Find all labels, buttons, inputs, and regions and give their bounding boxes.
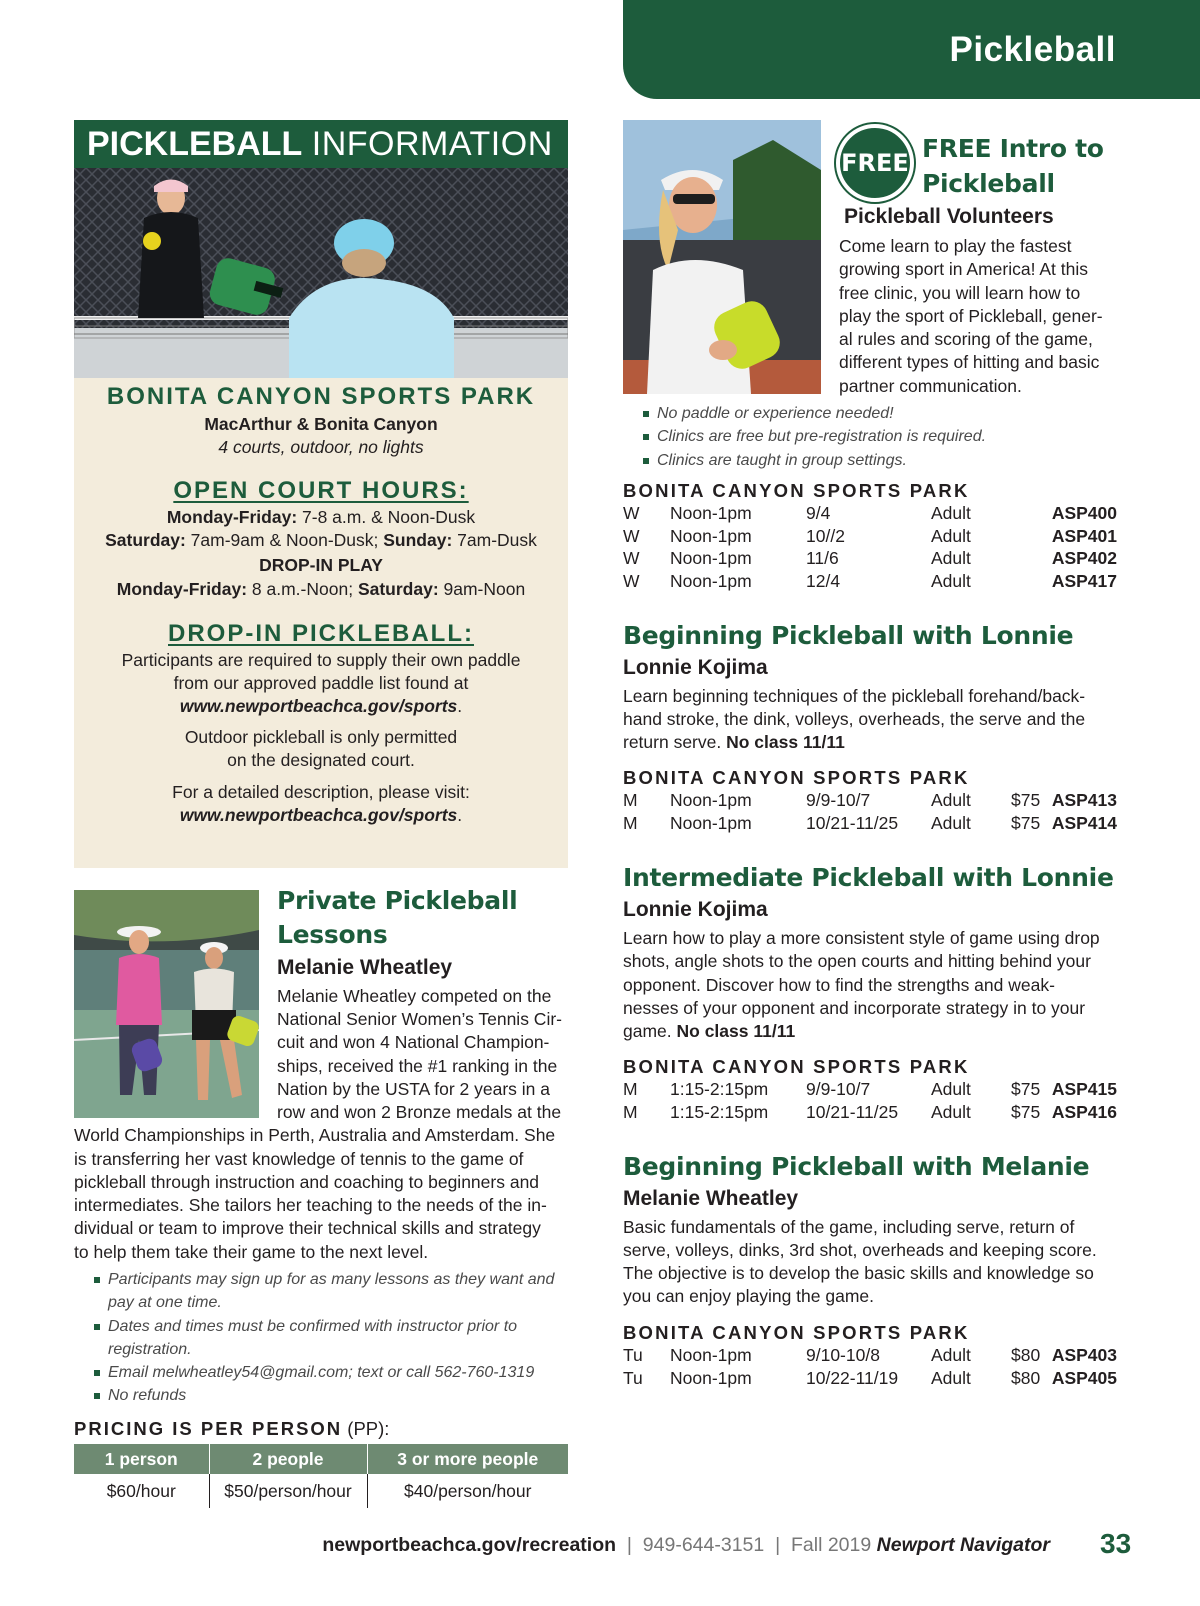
time: 1:15-2:15pm (670, 1079, 769, 1099)
intermediate-lonnie-text-line: opponent. Discover how to find the strengths and weak- (623, 975, 1055, 995)
free-intro-text-line: growing sport in America! At this (839, 259, 1088, 279)
courts-note: 4 courts, outdoor, no lights (218, 437, 424, 457)
table-row (623, 1345, 1117, 1368)
fee: $75 (1011, 812, 1041, 833)
pricing-label (74, 1418, 389, 1440)
dates: 10//2 (806, 525, 845, 546)
time: Noon-1pm (670, 503, 752, 523)
beginning-melanie-text-line: The objective is to develop the basic skills and knowledge so (623, 1263, 1094, 1283)
list-item: Clinics are taught in group settings. (641, 449, 986, 472)
dates: 10/22-11/19 (806, 1367, 899, 1388)
course-code: ASP402 (1051, 548, 1117, 568)
day: W (623, 570, 640, 591)
course-code: ASP413 (1051, 790, 1117, 810)
list-item: No refunds (92, 1384, 554, 1407)
private-notes-list (92, 1268, 554, 1408)
free-intro-text-line: Come learn to play the fastest (839, 236, 1072, 256)
pricing-value: $50/person/hour (209, 1474, 367, 1508)
free-intro-text-line: al rules and scoring of the game, (839, 329, 1093, 349)
pricing-label-rest: (PP): (342, 1418, 390, 1439)
age: Adult (931, 570, 971, 591)
table-row (623, 1102, 1117, 1125)
dropin-sat-label: Saturday: (357, 579, 439, 599)
dates: 9/9-10/7 (806, 790, 871, 810)
dates: 11/6 (806, 548, 839, 568)
private-text-line: dividual or team to improve their technical skills and strategy (74, 1218, 541, 1238)
day: W (623, 548, 640, 568)
footer-separator: | (775, 1534, 781, 1556)
time: 1:15-2:15pm (670, 1101, 769, 1122)
course-code: ASP414 (1051, 812, 1117, 833)
course-code: ASP417 (1051, 570, 1117, 591)
intermediate-lonnie-text-line: shots, angle shots to the open courts and hitting behind your (623, 951, 1091, 971)
day: Tu (623, 1367, 643, 1388)
private-lessons-title-line-1: Private Pickleball (277, 886, 518, 915)
beginning-melanie-title: Beginning Pickleball with Melanie (623, 1152, 1090, 1181)
age: Adult (931, 790, 971, 810)
private-text-line: pickleball through instruction and coaching to beginners and (74, 1172, 540, 1192)
fee: $80 (1011, 1367, 1041, 1388)
dates: 9/9-10/7 (806, 1079, 871, 1099)
hours-weekday (74, 506, 568, 528)
fee: $75 (1011, 1101, 1041, 1122)
no-class-note: No class 11/11 (676, 1021, 796, 1041)
intermediate-lonnie-title: Intermediate Pickleball with Lonnie (623, 863, 1114, 892)
hours-sun-value: 7am-Dusk (452, 530, 537, 550)
free-intro-text-line: different types of hitting and basic (839, 352, 1100, 372)
table-row (623, 790, 1117, 813)
private-text-line: ships, received the #1 ranking in the (277, 1056, 558, 1076)
dates: 10/21-11/25 (806, 1101, 899, 1122)
course-code: ASP415 (1051, 1079, 1117, 1099)
table-row (623, 1079, 1117, 1102)
park-address: MacArthur & Bonita Canyon (204, 414, 438, 434)
footer-separator: | (626, 1534, 632, 1556)
intermediate-lonnie-schedule (623, 1079, 1117, 1124)
time: Noon-1pm (670, 525, 752, 546)
detail-text: For a detailed description, please visit: (172, 782, 470, 802)
park-name: BONITA CANYON SPORTS PARK (106, 383, 536, 410)
footer-phone: 949-644-3151 (642, 1534, 765, 1556)
hours-sat-label: Saturday: (105, 530, 186, 550)
hours-sun-label: Sunday: (383, 530, 453, 550)
course-code: ASP405 (1051, 1367, 1117, 1388)
table-row (623, 548, 1117, 571)
no-class-note: No class 11/11 (726, 732, 845, 752)
private-text-line: Nation by the USTA for 2 years in a (277, 1079, 551, 1099)
footer-issue: Fall 2019 (791, 1534, 872, 1556)
age: Adult (931, 1079, 971, 1099)
pricing-header: 1 person (74, 1444, 209, 1474)
dropin-text-2: from our approved paddle list found at (173, 673, 469, 693)
dropin-url-link[interactable]: www.newportbeachca.gov/sports (179, 696, 458, 716)
free-intro-text-line: play the sport of Pickleball, gener- (839, 306, 1103, 326)
private-lessons-instructor: Melanie Wheatley (277, 956, 453, 979)
pickleball-players-photo (74, 168, 568, 378)
free-clinic-photo (623, 120, 821, 394)
table-row (623, 571, 1117, 594)
hours-weekend (74, 529, 568, 551)
pricing-value: $60/hour (106, 1480, 176, 1501)
period: . (457, 805, 463, 825)
table-row (623, 813, 1117, 836)
info-title (74, 120, 568, 168)
section-title: Pickleball (949, 30, 1116, 69)
hours-sat-value: 7am-9am & Noon-Dusk; (185, 530, 384, 550)
fee: $80 (1011, 1345, 1041, 1365)
intermediate-lonnie-instructor: Lonnie Kojima (623, 898, 768, 921)
course-code: ASP403 (1051, 1345, 1117, 1365)
pricing-label-bold: PRICING IS PER PERSON (74, 1418, 343, 1439)
free-intro-instructor: Pickleball Volunteers (844, 205, 1054, 228)
list-item-continued: pay at one time. (108, 1294, 222, 1312)
free-intro-schedule (623, 503, 1117, 593)
private-text-line: is transferring her vast knowledge of tennis to the game of (74, 1149, 524, 1169)
pricing-value: $40/person/hour (367, 1474, 568, 1508)
open-court-hours-heading: OPEN COURT HOURS: (173, 477, 469, 504)
beginning-lonnie-instructor: Lonnie Kojima (623, 656, 768, 679)
free-intro-text-line: free clinic, you will learn how to (839, 283, 1081, 303)
detail-url-line (74, 804, 568, 826)
time: Noon-1pm (670, 1345, 752, 1365)
free-badge: FREE (836, 124, 914, 202)
private-text-line: Melanie Wheatley competed on the (277, 986, 552, 1006)
period: . (457, 696, 463, 716)
list-item-continued: registration. (108, 1340, 192, 1358)
footer-publication: Newport Navigator (876, 1534, 1050, 1556)
table-row (74, 1474, 568, 1508)
beginning-lonnie-title: Beginning Pickleball with Lonnie (623, 621, 1074, 650)
time: Noon-1pm (670, 570, 752, 591)
dropin-mf-value: 8 a.m.-Noon; (247, 579, 358, 599)
time: Noon-1pm (670, 790, 752, 810)
beginning-lonnie-schedule (623, 790, 1117, 835)
beginning-melanie-instructor: Melanie Wheatley (623, 1187, 799, 1210)
private-text-line: National Senior Women’s Tennis Cir- (277, 1009, 562, 1029)
pricing-header: 2 people (209, 1444, 367, 1474)
free-intro-park: BONITA CANYON SPORTS PARK (623, 480, 970, 501)
private-text-line: to help them take their game to the next level. (74, 1242, 429, 1262)
beginning-lonnie-park: BONITA CANYON SPORTS PARK (623, 767, 970, 788)
private-text-line: cuit and won 4 National Champion- (277, 1032, 550, 1052)
page-footer (322, 1534, 1050, 1557)
beginning-melanie-text-line: you can enjoy playing the game. (623, 1286, 874, 1306)
time: Noon-1pm (670, 1367, 752, 1388)
beginning-lonnie-text-line: Learn beginning techniques of the pickleball forehand/back- (623, 686, 1086, 706)
hours-weekday-label: Monday-Friday: (166, 507, 298, 527)
list-item: Email melwheatley54@gmail.com; text or call 562-760-1319 (92, 1361, 554, 1384)
beginning-melanie-text-line: Basic fundamentals of the game, including serve, return of (623, 1217, 1075, 1237)
time: Noon-1pm (670, 812, 752, 833)
dropin-text-1: Participants are required to supply their own paddle (121, 650, 521, 670)
dropin-play-hours (74, 578, 568, 600)
day: M (623, 790, 638, 810)
private-text-line: intermediates. She tailors her teaching to the needs of the in- (74, 1195, 547, 1215)
course-code: ASP416 (1051, 1101, 1117, 1122)
age: Adult (931, 1345, 971, 1365)
dates: 9/4 (806, 503, 831, 523)
dates: 10/21-11/25 (806, 812, 899, 833)
detail-url-link[interactable]: www.newportbeachca.gov/sports (179, 805, 458, 825)
day: M (623, 1101, 638, 1122)
private-lesson-photo (74, 890, 259, 1118)
outdoor-text-1: Outdoor pickleball is only permitted (184, 727, 458, 747)
pricing-header: 3 or more people (367, 1444, 568, 1474)
pricing-table (74, 1444, 568, 1508)
age: Adult (931, 503, 971, 523)
day: W (623, 503, 640, 523)
text: return serve. (623, 732, 727, 752)
private-text-line: World Championships in Perth, Australia and Amsterdam. She (74, 1125, 556, 1145)
footer-url-link[interactable]: newportbeachca.gov/recreation (322, 1534, 617, 1556)
list-item: Participants may sign up for as many lessons as they want and (92, 1268, 554, 1291)
day: M (623, 812, 638, 833)
table-row (623, 503, 1117, 526)
dates: 12/4 (806, 570, 841, 591)
beginning-lonnie-text-line: hand stroke, the dink, volleys, overheads, the serve and the (623, 709, 1086, 729)
list-item: Clinics are free but pre-registration is required. (641, 425, 986, 448)
hours-weekday-value: 7-8 a.m. & Noon-Dusk (297, 507, 476, 527)
age: Adult (931, 1367, 971, 1388)
day: W (623, 525, 640, 546)
course-code: ASP401 (1051, 525, 1117, 546)
intermediate-lonnie-text-line: nesses of your opponent and incorporate strategy in to your (623, 998, 1086, 1018)
info-box (74, 378, 568, 868)
private-text-line: row and won 2 Bronze medals at the (277, 1102, 562, 1122)
day: Tu (623, 1345, 643, 1365)
table-row (623, 526, 1117, 549)
beginning-melanie-text-line: serve, volleys, dinks, 3rd shot, overheads and keeping score. (623, 1240, 1097, 1260)
age: Adult (931, 1101, 971, 1122)
text: game. (623, 1021, 677, 1041)
intermediate-lonnie-text-line (623, 1020, 795, 1043)
fee: $75 (1011, 1079, 1041, 1099)
list-item: No paddle or experience needed! (641, 402, 986, 425)
intermediate-lonnie-text-line: Learn how to play a more consistent style of game using drop (623, 928, 1100, 948)
day: M (623, 1079, 638, 1099)
beginning-melanie-park: BONITA CANYON SPORTS PARK (623, 1322, 970, 1343)
dropin-play-heading: DROP-IN PLAY (259, 555, 383, 575)
free-intro-text-line: partner communication. (839, 376, 1022, 396)
time: Noon-1pm (670, 548, 752, 568)
list-item: Dates and times must be confirmed with instructor prior to (92, 1315, 554, 1338)
page-number: 33 (1100, 1528, 1132, 1559)
dates: 9/10-10/8 (806, 1345, 880, 1365)
dropin-url-line (74, 695, 568, 717)
beginning-melanie-schedule (623, 1345, 1117, 1390)
free-intro-title-line-1: FREE Intro to (922, 134, 1104, 163)
info-title-light: INFORMATION (311, 125, 553, 163)
table-header-row (74, 1444, 568, 1474)
dropin-pickleball-heading: DROP-IN PICKLEBALL: (168, 620, 474, 647)
age: Adult (931, 812, 971, 833)
age: Adult (931, 525, 971, 546)
free-intro-notes-list (641, 402, 986, 472)
dropin-sat-value: 9am-Noon (438, 579, 526, 599)
outdoor-text-2: on the designated court. (227, 750, 415, 770)
table-row (623, 1368, 1117, 1391)
info-title-bold: PICKLEBALL (87, 125, 303, 163)
free-intro-title-line-2: Pickleball (922, 169, 1055, 198)
intermediate-lonnie-park: BONITA CANYON SPORTS PARK (623, 1056, 970, 1077)
course-code: ASP400 (1051, 503, 1117, 523)
fee: $75 (1011, 790, 1041, 810)
beginning-lonnie-text-line (623, 731, 845, 754)
age: Adult (931, 548, 971, 568)
dropin-mf-label: Monday-Friday: (116, 579, 248, 599)
private-lessons-title-line-2: Lessons (277, 920, 388, 949)
